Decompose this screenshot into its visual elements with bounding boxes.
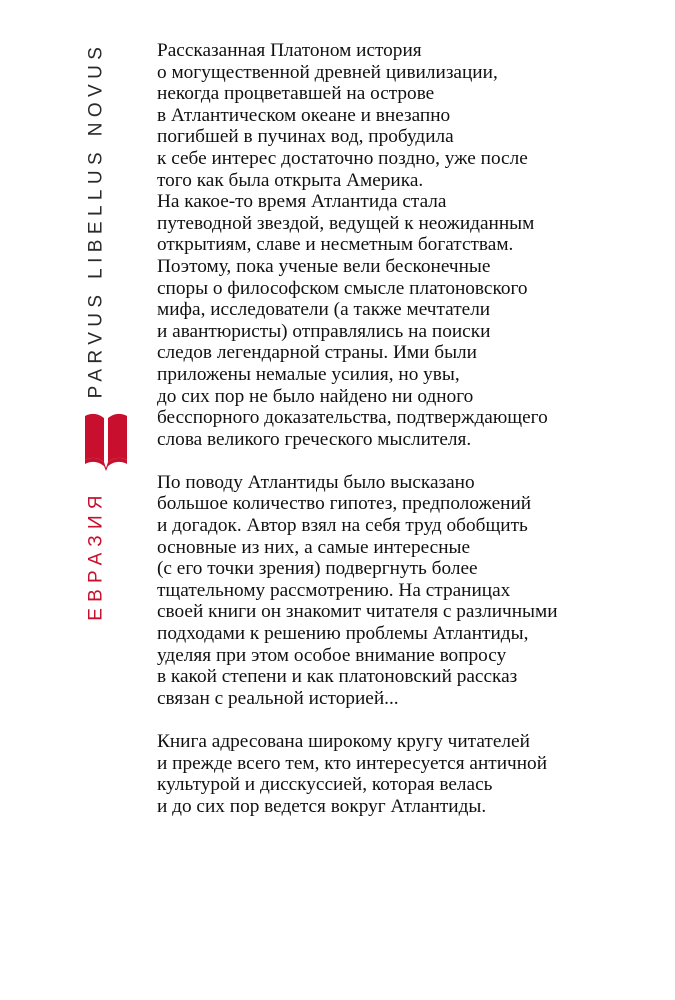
text-line: о могущественной древней цивилизации, xyxy=(157,61,498,83)
text-line: следов легендарной страны. Ими были xyxy=(157,342,477,364)
paragraph-1 xyxy=(157,40,657,450)
text-line: тщательному рассмотрению. На страницах xyxy=(157,579,511,601)
text-line: того как была открыта Америка. xyxy=(157,169,424,191)
text-line: и авантюристы) отправлялись на поиски xyxy=(157,320,491,342)
text-line: своей книги он знакомит читателя с различными xyxy=(157,601,558,623)
spine-column xyxy=(76,40,116,620)
text-line: некогда процветавшей на острове xyxy=(157,83,435,105)
series-title: PARVUS LIBELLUS NOVUS xyxy=(85,41,107,399)
text-line: (с его точки зрения) подвергнуть более xyxy=(157,558,478,580)
text-line: и догадок. Автор взял на себя труд обобщить xyxy=(157,515,528,537)
text-line: слова великого греческого мыслителя. xyxy=(157,428,472,450)
text-line: основные из них, а самые интересные xyxy=(157,536,471,558)
text-line: и прежде всего тем, кто интересуется античной xyxy=(157,752,548,774)
text-line: Поэтому, пока ученые вели бесконечные xyxy=(157,255,491,277)
text-line: приложены немалые усилия, но увы, xyxy=(157,363,460,385)
text-line: уделяя при этом особое внимание вопросу xyxy=(157,644,507,666)
text-line: подходами к решению проблемы Атлантиды, xyxy=(157,623,529,645)
text-line: в Атлантическом океане и внезапно xyxy=(157,104,451,126)
publisher-name: ЕВРАЗИЯ xyxy=(85,489,107,621)
text-line: бесспорного доказательства, подтверждающего xyxy=(157,407,548,429)
text-line: большое количество гипотез, предположений xyxy=(157,493,532,515)
paragraph-2 xyxy=(157,472,657,710)
text-line: культурой и дисскуссией, которая велась xyxy=(157,774,493,796)
text-line: Книга адресована широкому кругу читателей xyxy=(157,731,530,752)
text-line: открытиям, славе и несметным богатствам. xyxy=(157,234,514,256)
paragraph-3 xyxy=(157,731,657,817)
text-line: погибшей в пучинах вод, пробудила xyxy=(157,126,454,148)
text-line: связан с реальной историей... xyxy=(157,687,399,709)
text-line: до сих пор не было найдено ни одного xyxy=(157,385,474,407)
annotation-text xyxy=(157,40,657,839)
text-line: в какой степени и как платоновский рассказ xyxy=(157,666,518,688)
text-line: к себе интерес достаточно поздно, уже после xyxy=(157,147,528,169)
text-line: На какое-то время Атлантида стала xyxy=(157,191,447,213)
text-line: мифа, исследователи (а также мечтатели xyxy=(157,299,491,321)
text-line: споры о философском смысле платоновского xyxy=(157,277,528,299)
text-line: Рассказанная Платоном история xyxy=(157,40,422,61)
text-line: и до сих пор ведется вокруг Атлантиды. xyxy=(157,795,487,817)
text-line: По поводу Атлантиды было высказано xyxy=(157,471,475,493)
book-icon xyxy=(83,410,129,472)
text-line: путеводной звездой, ведущей к неожиданным xyxy=(157,212,535,234)
